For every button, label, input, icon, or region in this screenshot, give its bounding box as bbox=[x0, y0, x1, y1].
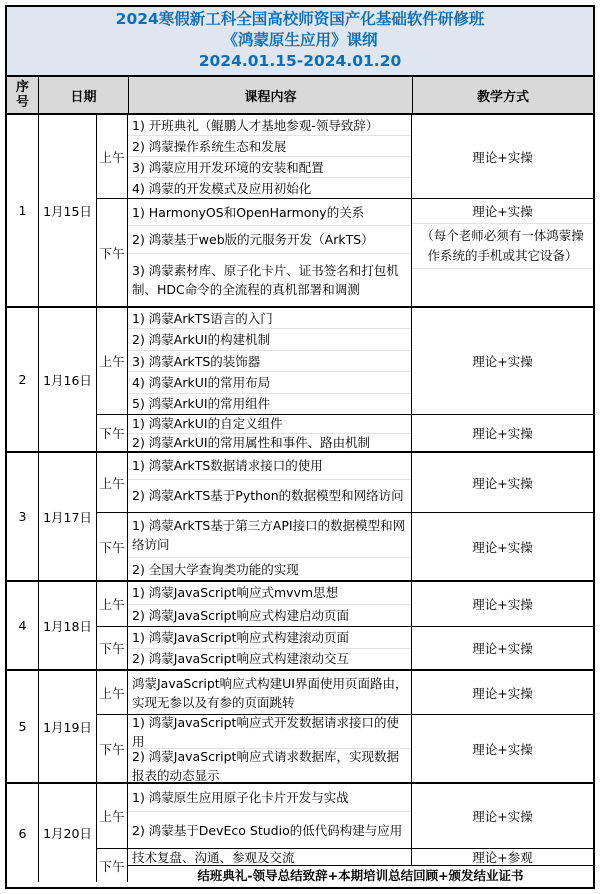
session-am bbox=[97, 308, 593, 414]
session-am bbox=[97, 115, 593, 198]
period-label: 上午 bbox=[97, 582, 128, 626]
teaching-method-label: 理论+实操 bbox=[412, 199, 593, 224]
row-date: 1月16日 bbox=[39, 308, 97, 451]
course-item: 4) 鸿蒙ArkUI的常用布局 bbox=[128, 372, 411, 393]
session-am bbox=[97, 784, 593, 848]
course-content-cell bbox=[128, 453, 412, 512]
course-item: 1) 鸿蒙ArkTS数据请求接口的使用 bbox=[128, 453, 411, 480]
course-content-cell bbox=[128, 784, 412, 848]
title-line-1: 2024寒假新工科全国高校师资国产化基础软件研修班 bbox=[115, 10, 485, 29]
course-content-cell bbox=[128, 627, 412, 669]
column-header-content: 课程内容 bbox=[129, 77, 413, 113]
teaching-method-label: 理论+实操 bbox=[472, 354, 533, 369]
column-header-index: 序号 bbox=[7, 77, 39, 113]
row-date: 1月20日 bbox=[39, 784, 97, 882]
period-label: 上午 bbox=[97, 671, 128, 714]
period-label: 下午 bbox=[97, 715, 128, 782]
title-date-range: 2024.01.15-2024.01.20 bbox=[198, 52, 402, 71]
teaching-method-label: 理论+实操 bbox=[472, 809, 533, 824]
session-pm bbox=[97, 414, 593, 451]
period-label: 下午 bbox=[97, 415, 128, 451]
row-sessions bbox=[97, 784, 593, 882]
course-item: 2) 全国大学查询类功能的实现 bbox=[132, 561, 299, 577]
period-label: 下午 bbox=[97, 627, 128, 669]
course-item: 1) 开班典礼（鲲鹏人才基地参观-领导致辞） bbox=[128, 115, 411, 136]
course-item: 2) 鸿蒙ArkUI的常用属性和事件、路由机制 bbox=[132, 434, 371, 450]
course-schedule-table bbox=[5, 5, 595, 889]
session-pm bbox=[97, 848, 593, 882]
row-sessions bbox=[97, 671, 593, 782]
row-sessions bbox=[97, 582, 593, 669]
period-label: 上午 bbox=[97, 115, 128, 198]
period-label: 上午 bbox=[97, 784, 128, 848]
course-item: 2) 鸿蒙基于web版的元服务开发（ArkTS） bbox=[128, 226, 411, 253]
column-header-row bbox=[7, 77, 593, 115]
table-row bbox=[7, 580, 593, 669]
table-row bbox=[7, 306, 593, 451]
table-body bbox=[7, 115, 593, 887]
table-row bbox=[7, 782, 593, 882]
session-pm bbox=[97, 626, 593, 669]
spacer bbox=[412, 269, 593, 306]
course-item: 1) 鸿蒙ArkTS语言的入门 bbox=[128, 308, 411, 329]
table-row bbox=[7, 451, 593, 580]
column-header-method: 教学方式 bbox=[476, 89, 529, 105]
course-content-cell bbox=[128, 513, 412, 580]
teaching-method-cell bbox=[412, 199, 593, 306]
course-content-cell bbox=[128, 715, 412, 782]
row-index: 1 bbox=[7, 115, 39, 306]
row-index: 4 bbox=[7, 582, 39, 669]
course-item: 1) 鸿蒙原生应用原子化卡片开发与实战 bbox=[128, 784, 411, 812]
table-row bbox=[7, 115, 593, 306]
course-item: 4) 鸿蒙的开发模式及应用初始化 bbox=[132, 180, 312, 196]
course-item: 2) 鸿蒙JavaScript响应式请求数据库，实现数据报表的动态显示 bbox=[132, 749, 399, 782]
course-item: 1) 鸿蒙JavaScript响应式开发数据请求接口的使用 bbox=[128, 715, 411, 749]
pm-subrow bbox=[128, 849, 593, 865]
course-item: 2) 鸿蒙ArkUI的构建机制 bbox=[128, 329, 411, 350]
row-index: 6 bbox=[7, 784, 39, 882]
course-item: 2) 鸿蒙操作系统生态和发展 bbox=[128, 136, 411, 157]
course-content-cell bbox=[128, 415, 412, 451]
course-item: 2) 鸿蒙基于DevEco Studio的低代码构建与应用 bbox=[132, 822, 403, 838]
session-pm bbox=[97, 714, 593, 782]
row-date: 1月17日 bbox=[39, 453, 97, 580]
row-sessions bbox=[97, 453, 593, 580]
course-item: 2) 鸿蒙ArkTS基于Python的数据模型和网络访问 bbox=[132, 488, 404, 504]
closing-ceremony-row: 结班典礼-领导总结致辞+本期培训总结回顾+颁发结业证书 bbox=[128, 865, 593, 884]
course-item: 鸿蒙JavaScript响应式构建UI界面使用页面路由，实现无参以及有参的页面跳转 bbox=[132, 675, 408, 710]
pm-subrows bbox=[128, 849, 593, 882]
row-index: 2 bbox=[7, 308, 39, 451]
course-content-cell bbox=[128, 582, 412, 626]
course-content-cell bbox=[128, 849, 412, 865]
teaching-method-label: 理论+实操 bbox=[472, 741, 533, 757]
course-item: 1) 鸿蒙ArkUI的自定义组件 bbox=[128, 415, 411, 434]
course-content-cell bbox=[128, 199, 412, 306]
row-sessions bbox=[97, 115, 593, 306]
course-item: 2) 鸿蒙JavaScript响应式构建启动页面 bbox=[132, 607, 349, 623]
row-index: 3 bbox=[7, 453, 39, 580]
teaching-method-label: 理论+实操 bbox=[472, 597, 533, 612]
session-pm bbox=[97, 512, 593, 580]
row-date: 1月18日 bbox=[39, 582, 97, 669]
teaching-method-note: （每个老师必须有一体鸿蒙操作系统的手机或其它设备） bbox=[412, 224, 593, 269]
course-content-cell bbox=[128, 308, 412, 414]
table-row bbox=[7, 669, 593, 782]
course-item: 1) 鸿蒙JavaScript响应式构建滚动页面 bbox=[128, 627, 411, 649]
teaching-method-label: 理论+实操 bbox=[472, 641, 533, 656]
session-am bbox=[97, 453, 593, 512]
course-item: 技术复盘、沟通、参观及交流 bbox=[132, 849, 295, 865]
teaching-method-label: 理论+实操 bbox=[472, 149, 533, 165]
course-content-cell bbox=[128, 115, 412, 198]
course-item: 2) 鸿蒙JavaScript响应式构建滚动交互 bbox=[132, 651, 349, 667]
course-item: 1) HarmonyOS和OpenHarmony的关系 bbox=[128, 199, 411, 226]
teaching-method-label: 理论+实操 bbox=[472, 685, 533, 701]
row-date: 1月19日 bbox=[39, 671, 97, 782]
period-label: 下午 bbox=[97, 199, 128, 306]
row-sessions bbox=[97, 308, 593, 451]
period-label: 下午 bbox=[97, 849, 128, 882]
teaching-method-label: 理论+参观 bbox=[472, 850, 533, 865]
period-label: 上午 bbox=[97, 308, 128, 414]
session-am bbox=[97, 671, 593, 714]
teaching-method-label: 理论+实操 bbox=[472, 475, 533, 491]
course-content-cell bbox=[128, 671, 412, 714]
row-date: 1月15日 bbox=[39, 115, 97, 306]
course-item: 3) 鸿蒙素材库、原子化卡片、证书签名和打包机制、HDC命令的全流程的真机部署和调测 bbox=[132, 262, 399, 297]
course-item: 1) 鸿蒙JavaScript响应式mvvm思想 bbox=[128, 582, 411, 605]
period-label: 上午 bbox=[97, 453, 128, 512]
session-pm bbox=[97, 198, 593, 306]
course-item: 3) 鸿蒙应用开发环境的安装和配置 bbox=[128, 157, 411, 178]
table-title-block bbox=[7, 7, 593, 77]
column-header-date: 日期 bbox=[39, 77, 129, 113]
course-item: 3) 鸿蒙ArkTS的装饰器 bbox=[128, 351, 411, 372]
title-line-2: 《鸿蒙原生应用》课纲 bbox=[222, 31, 378, 50]
course-item: 1) 鸿蒙ArkTS基于第三方API接口的数据模型和网络访问 bbox=[128, 513, 411, 558]
teaching-method-label: 理论+实操 bbox=[472, 539, 533, 555]
row-index: 5 bbox=[7, 671, 39, 782]
period-label: 下午 bbox=[97, 513, 128, 580]
session-am bbox=[97, 582, 593, 626]
course-item: 5) 鸿蒙ArkUI的常用组件 bbox=[132, 396, 271, 412]
teaching-method-label: 理论+实操 bbox=[472, 426, 533, 441]
